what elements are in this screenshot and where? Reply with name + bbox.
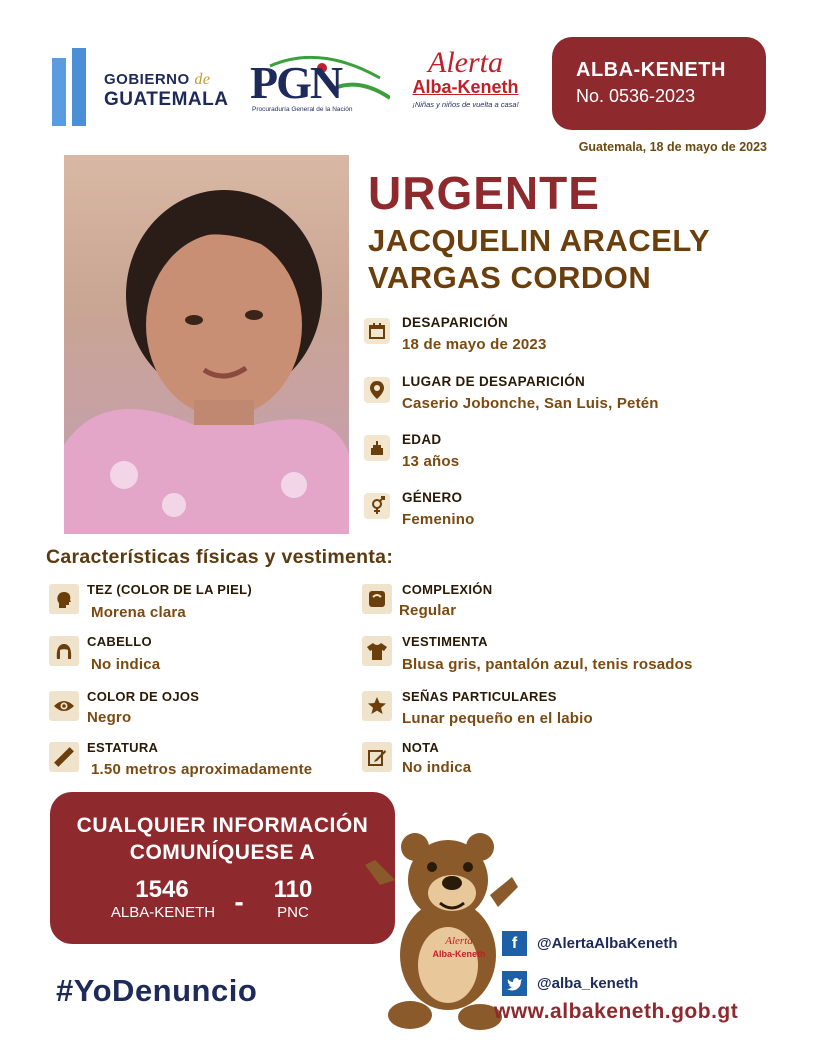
urgent-heading: URGENTE [368, 167, 600, 219]
phone-separator: - [234, 886, 244, 917]
website-link[interactable]: www.albakeneth.gob.gt [494, 1000, 739, 1023]
contact-heading: CUALQUIER INFORMACIÓN COMUNÍQUESE A [76, 814, 369, 864]
phone-number-pnc[interactable]: 110 [273, 876, 313, 903]
contact-box [50, 792, 395, 944]
guatemala-logo-bars [52, 48, 96, 126]
phone-label-alba-keneth: ALBA-KENETH [110, 904, 216, 921]
ruler-icon [49, 742, 79, 772]
missing-person-photo [64, 155, 349, 534]
badge-title: ALBA-KENETH [576, 59, 726, 81]
scale-icon [362, 584, 392, 614]
facebook-icon: f [502, 931, 527, 956]
badge-number: No. 0536-2023 [576, 86, 696, 106]
hashtag-yodenuncio: #YoDenuncio [56, 973, 258, 1008]
head-profile-icon [49, 584, 79, 614]
publication-date: Guatemala, 18 de mayo de 2023 [578, 140, 767, 154]
gender-icon [364, 493, 390, 519]
calendar-icon [364, 318, 390, 344]
cake-icon [364, 435, 390, 461]
hair-icon [49, 636, 79, 666]
characteristics-heading: Características físicas y vestimenta: [46, 546, 394, 568]
phone-label-pnc: PNC [277, 904, 309, 921]
facebook-handle[interactable]: f @AlertaAlbaKeneth [502, 931, 678, 956]
twitter-handle[interactable]: @alba_keneth [502, 971, 638, 996]
star-icon [362, 691, 392, 721]
eye-icon [49, 691, 79, 721]
bear-mascot: Alerta Alba-Keneth [360, 825, 520, 1035]
twitter-icon [502, 971, 527, 996]
phone-number-alba-keneth[interactable]: 1546 [135, 876, 189, 903]
pgn-logo: PGN Procuraduría General de la Nación [240, 48, 390, 118]
location-pin-icon [364, 377, 390, 403]
note-pencil-icon [362, 742, 392, 772]
case-number-badge [552, 37, 766, 130]
shirt-icon [362, 636, 392, 666]
missing-person-name: JACQUELIN ARACELY VARGAS CORDON [368, 223, 711, 295]
alerta-alba-keneth-logo: Alerta Alba-Keneth ¡Niñas y niños de vuelta a casa! [412, 46, 519, 109]
gobierno-guatemala-logo: GOBIERNO de GUATEMALA [104, 71, 229, 110]
